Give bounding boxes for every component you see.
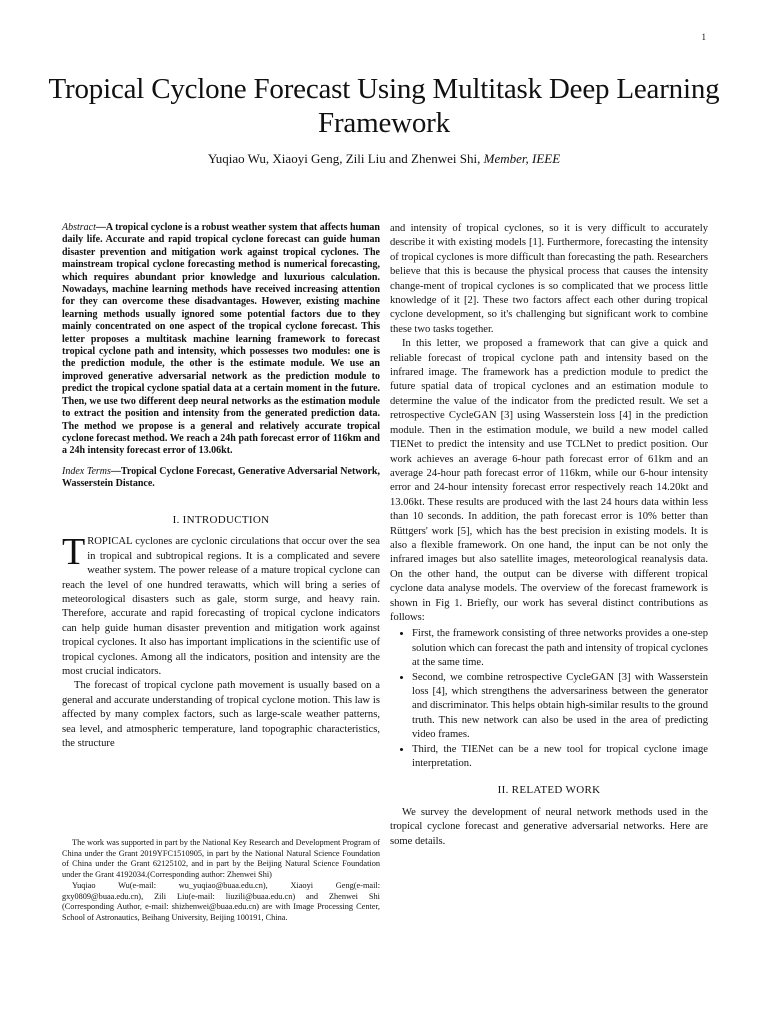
abstract-text: —A tropical cyclone is a robust weather system that affects human daily life. Accurate and rapid tropical cyclone forecast can guide human disaster prevention and mitigation work against tropical cyclones. The mainstream tropical cyclone forecasting method is numerical forecasting, which requires abundant prior knowledge and luxurious calculation. Nowadays, machine learning methods have received increasing attention for they can overcome these disadvantages. However, existing machine learning methods usually ignored some potential factors due to they mainly concentrated on one aspect of the tropical cyclone forecast. This letter proposes a multitask machine learning framework to forecast tropical cyclone path and intensity, which possesses two modules: one is the prediction module, the other is the estimate module. We use an improved generative adversarial network as the prediction module to predict the tropical cyclone spatial data at a certain moment in the future. Then, we use two different deep neural networks as the estimation module to extract the position and intensity from the generated prediction data. The method we propose is a general and relatively accurate tropical cyclone forecast method. We reach a 24h path forecast error of 116km and a 24h intensity forecast error of 13.06kt. [62,222,380,457]
abstract [62,222,380,458]
abstract-label: Abstract [62,222,96,233]
right-paragraph-2: In this letter, we proposed a framework that can give a quick and reliable forecast of tropical cyclone path and intensity based on the infrared image. The framework has a prediction module to predict the future spatial data of tropical cyclones and an estimation module to determine the value of the indicator from the predicted result. We set a retrospective CycleGAN [3] using Wasserstein loss [4] in the prediction module. Then in the estimation module, we build a new model called TIENet to predict the intensity and use TCLNet to predict position. Our work achieves an average 6-hour path forecast error of 61km and an average 24-hour path forecast error of 116km, while our 6-hour intensity error and 24-hour intensity forecast error respectively reach 14.20kt and 13.06kt. These results are produced with the last 24 hours data within less than 10 seconds. In addition, the path forecast error is 10% better than Rüttgers' work [5], which has the best precision in existing models. It is also a flexible framework. On one hand, the input can be not only the infrared images but also satellite images, meteorological reanalysis data. On the other hand, the output can be diverse with different tropical cyclone data analyse models. The overview of the forecast framework is shown in Fig 1. Briefly, our work has several distinct contributions as follows: [390,338,708,623]
index-terms-label: Index Terms [62,465,111,477]
section-heading-introduction: I. INTRODUCTION [172,513,270,526]
list-item: • First, the framework consisting of three networks provides a one-step solution which can forecast the path and intensity of tropical cyclones at the same time. [412,627,708,670]
intro-paragraph-1 [62,531,380,679]
index-terms [62,466,380,491]
footnote-affiliations: Yuqiao Wu(e-mail: wu_yuqiao@buaa.edu.cn), Xiaoyi Geng(e-mail: gxy0809@buaa.edu.cn), Zili Liu(e-mail: liuzili@buaa.edu.cn) and Zhenwei Shi (Corresponding Author, e-mail: shizhenwei@buaa.edu.cn) are with Image Processing Center, School of Astronautics, Beihang University, Beijing 100191, China. [62,880,380,922]
author-line [40,151,728,167]
footnote-funding: The work was supported in part by the National Key Research and Development Program of China under the Grant 2019YFC1510905, in part by the National Natural Science Foundation of China under the Grant 62125102, and in part by the Beijing Natural Science Foundation under the Grant 4192034.(Corresponding author: Zhenwei Shi) [62,838,380,880]
list-item: • Third, the TIENet can be a new tool for tropical cyclone image interpretation. [412,743,708,772]
index-terms-text: —Tropical Cyclone Forecast, Generative Adversarial Network, Wasserstein Distance. [62,465,380,490]
right-column [390,222,708,849]
intro-paragraph-1-text: ROPICAL cyclones are cyclonic circulations that occur over the sea in tropical and subtropical regions. It is a complicated and severe weather system. The power release of a mature tropical cyclone can reach the level of one hundred terawatts, which will bring a series of meteorological disasters such as gale, storm surge, and heavy rain. Therefore, accurate and rapid forecasting of tropical cyclone indicators can help guide human disaster prevention and mitigation work against tropical cyclones. It also has important implications in the scientific use of tropical cyclones. Among all the indicators, position and intensity are the most crucial indicators. [62,536,380,677]
list-item: • Second, we combine retrospective CycleGAN [3] with Wasserstein loss [4], which strengthens the adversariness between the generator and discriminator. This helps obtain high-similar results to the ground truth. This new network can also be used in the area of predicting video frames. [412,671,708,743]
paper-title: Tropical Cyclone Forecast Using Multitask Deep Learning Framework [48,73,720,139]
drop-cap: T [62,531,86,574]
contributions-list [390,627,708,771]
footnote [62,838,380,924]
section-heading-related-work: II. RELATED WORK [497,784,601,797]
author-names: Yuqiao Wu, Xiaoyi Geng, Zili Liu and Zhenwei Shi, [207,151,481,166]
related-work-paragraph: We survey the development of neural network methods used in the tropical cyclone forecast and generative adversarial networks. Here are some details. [390,806,708,847]
member-designation: Member, IEEE [483,151,561,166]
intro-paragraph-2: The forecast of tropical cyclone path movement is usually based on a general and accurate understanding of tropical cyclone motion. This law is affected by many complex factors, such as large-scale weather patterns, sea level, and atmospheric temperature, land topographic characteristics, the structure [62,680,380,749]
page-number: 1 [701,32,706,42]
left-column [62,222,380,751]
right-paragraph-1: and intensity of tropical cyclones, so it is very difficult to accurately describe it with existing models [1]. Furthermore, forecasting the intensity of tropical cyclones is more difficult than forecasting the path. Researchers believe that this is because the physical process that causes the intensity change-ment of tropical cyclones is so complicated that we process little knowledge of it [2]. These two factors affect each other during tropical cyclone development, so it's challenging but significant work to combine these two tasks together. [390,223,708,335]
